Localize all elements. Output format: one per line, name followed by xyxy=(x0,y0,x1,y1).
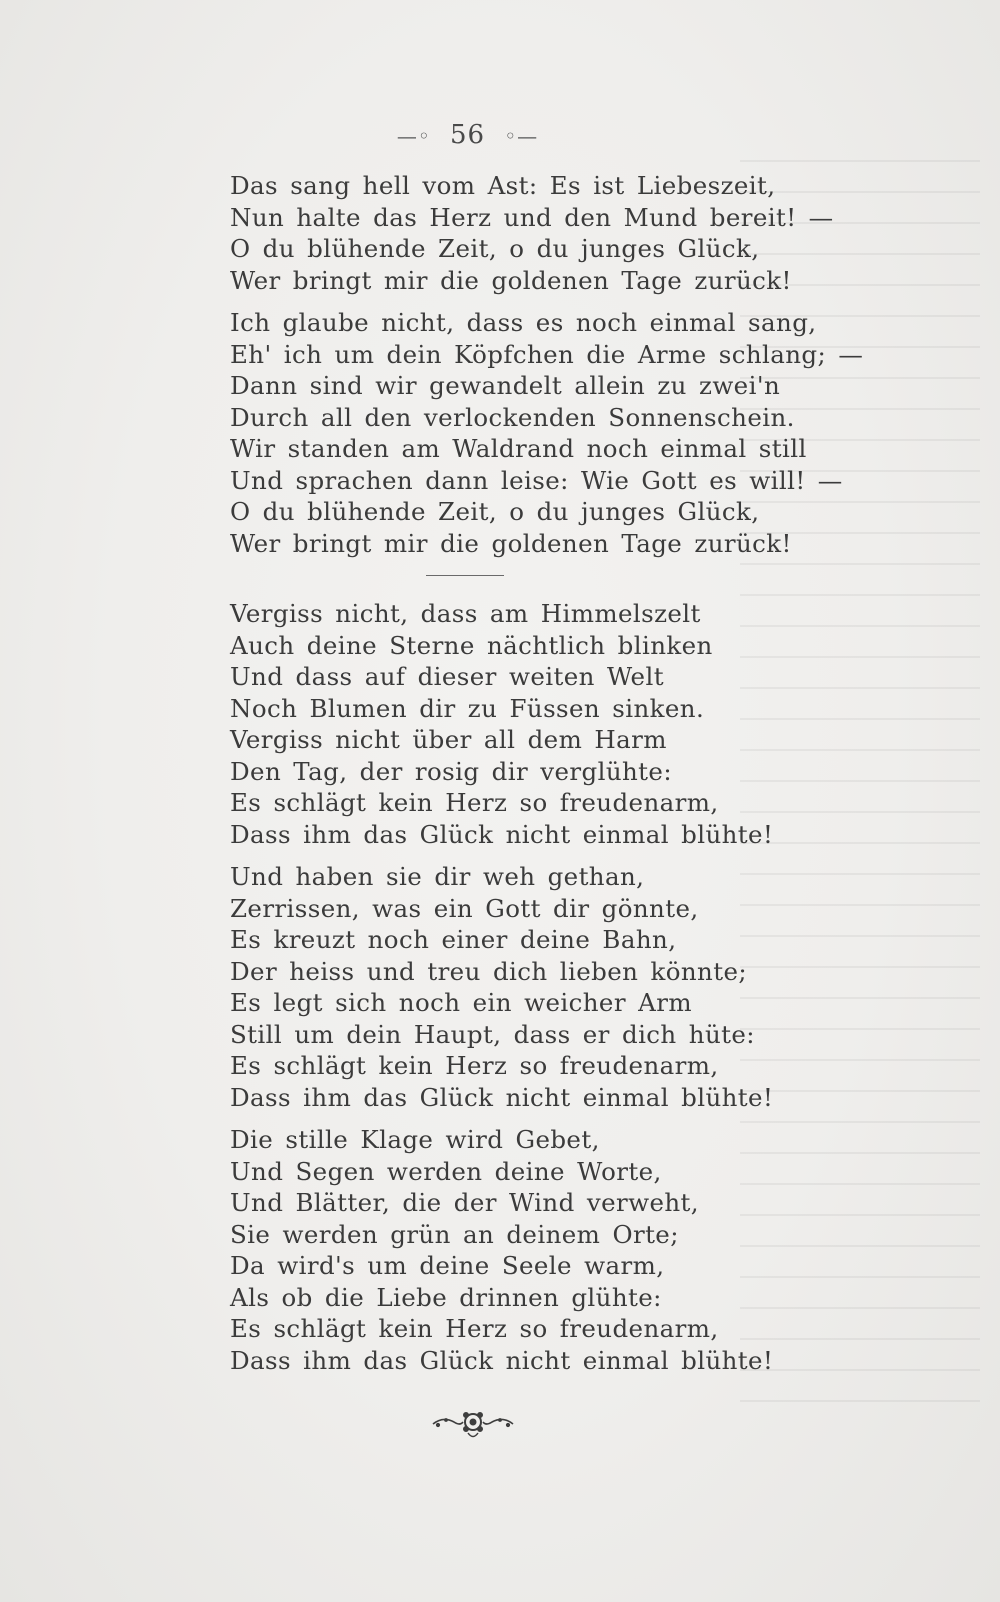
verse-line: Still um dein Haupt, dass er dich hüte: xyxy=(230,1019,755,1049)
verse-line: Die stille Klage wird Gebet, xyxy=(230,1125,600,1154)
poem-one xyxy=(230,170,864,559)
verse-line: Noch Blumen dir zu Füssen sinken. xyxy=(230,693,705,723)
header-ornament-left: —◦ xyxy=(396,124,431,148)
verse-line: Und dass auf dieser weiten Welt xyxy=(230,662,664,691)
verse-line: Es schlägt kein Herz so freudenarm, xyxy=(230,788,719,817)
poem-two xyxy=(230,598,850,1376)
section-divider-rule xyxy=(426,575,504,576)
header-ornament-right: ◦— xyxy=(504,124,539,148)
verse-line: Wer bringt mir die goldenen Tage zurück! xyxy=(230,265,792,295)
verse-line: Und Segen werden deine Worte, xyxy=(230,1156,662,1186)
stanza xyxy=(230,307,864,559)
verse-line: Der heiss und treu dich lieben könnte; xyxy=(230,956,748,986)
verse-line: Nun halte das Herz und den Mund bereit! — xyxy=(230,202,834,232)
verse-line: Es schlägt kein Herz so freudenarm, xyxy=(230,1051,719,1080)
verse-line: Auch deine Sterne nächtlich blinken xyxy=(230,630,713,660)
verse-line: Es kreuzt noch einer deine Bahn, xyxy=(230,925,677,954)
verse-line: Als ob die Liebe drinnen glühte: xyxy=(230,1282,662,1312)
verse-line: Dass ihm das Glück nicht einmal blühte! xyxy=(230,819,774,849)
verse-line: Das sang hell vom Ast: Es ist Liebeszeit, xyxy=(230,171,776,200)
verse-line: Sie werden grün an deinem Orte; xyxy=(230,1219,679,1249)
verse-line: Eh' ich um dein Köpfchen die Arme schlang; — xyxy=(230,339,864,369)
stanza xyxy=(230,861,850,1113)
verse-line: Es schlägt kein Herz so freudenarm, xyxy=(230,1314,719,1343)
floral-ornament-icon xyxy=(428,1402,518,1442)
page-header xyxy=(0,120,935,150)
verse-line: O du blühende Zeit, o du junges Glück, xyxy=(230,497,760,526)
stanza xyxy=(230,598,850,850)
verse-line: Den Tag, der rosig dir verglühte: xyxy=(230,756,672,786)
poem-text-block xyxy=(230,170,864,1376)
verse-line: Wir standen am Waldrand noch einmal still xyxy=(230,434,807,463)
stanza xyxy=(230,1124,850,1376)
verse-line: O du blühende Zeit, o du junges Glück, xyxy=(230,234,760,263)
verse-line: Es legt sich noch ein weicher Arm xyxy=(230,988,692,1017)
verse-line: Da wird's um deine Seele warm, xyxy=(230,1251,665,1280)
verse-line: Vergiss nicht, dass am Himmelszelt xyxy=(230,599,701,628)
verse-line: Und Blätter, die der Wind verweht, xyxy=(230,1188,699,1217)
page-number: 56 xyxy=(449,120,486,150)
verse-line: Dass ihm das Glück nicht einmal blühte! xyxy=(230,1345,774,1375)
verse-line: Dass ihm das Glück nicht einmal blühte! xyxy=(230,1082,774,1112)
verse-line: Und sprachen dann leise: Wie Gott es will! — xyxy=(230,465,843,495)
verse-line: Zerrissen, was ein Gott dir gönnte, xyxy=(230,893,699,923)
verse-line: Und haben sie dir weh gethan, xyxy=(230,862,645,891)
verse-line: Durch all den verlockenden Sonnenschein. xyxy=(230,402,795,432)
verse-line: Wer bringt mir die goldenen Tage zurück! xyxy=(230,528,792,558)
verse-line: Dann sind wir gewandelt allein zu zwei'n xyxy=(230,371,781,400)
verse-line: Ich glaube nicht, dass es noch einmal sang, xyxy=(230,308,817,337)
stanza xyxy=(230,170,850,296)
verse-line: Vergiss nicht über all dem Harm xyxy=(230,725,667,754)
